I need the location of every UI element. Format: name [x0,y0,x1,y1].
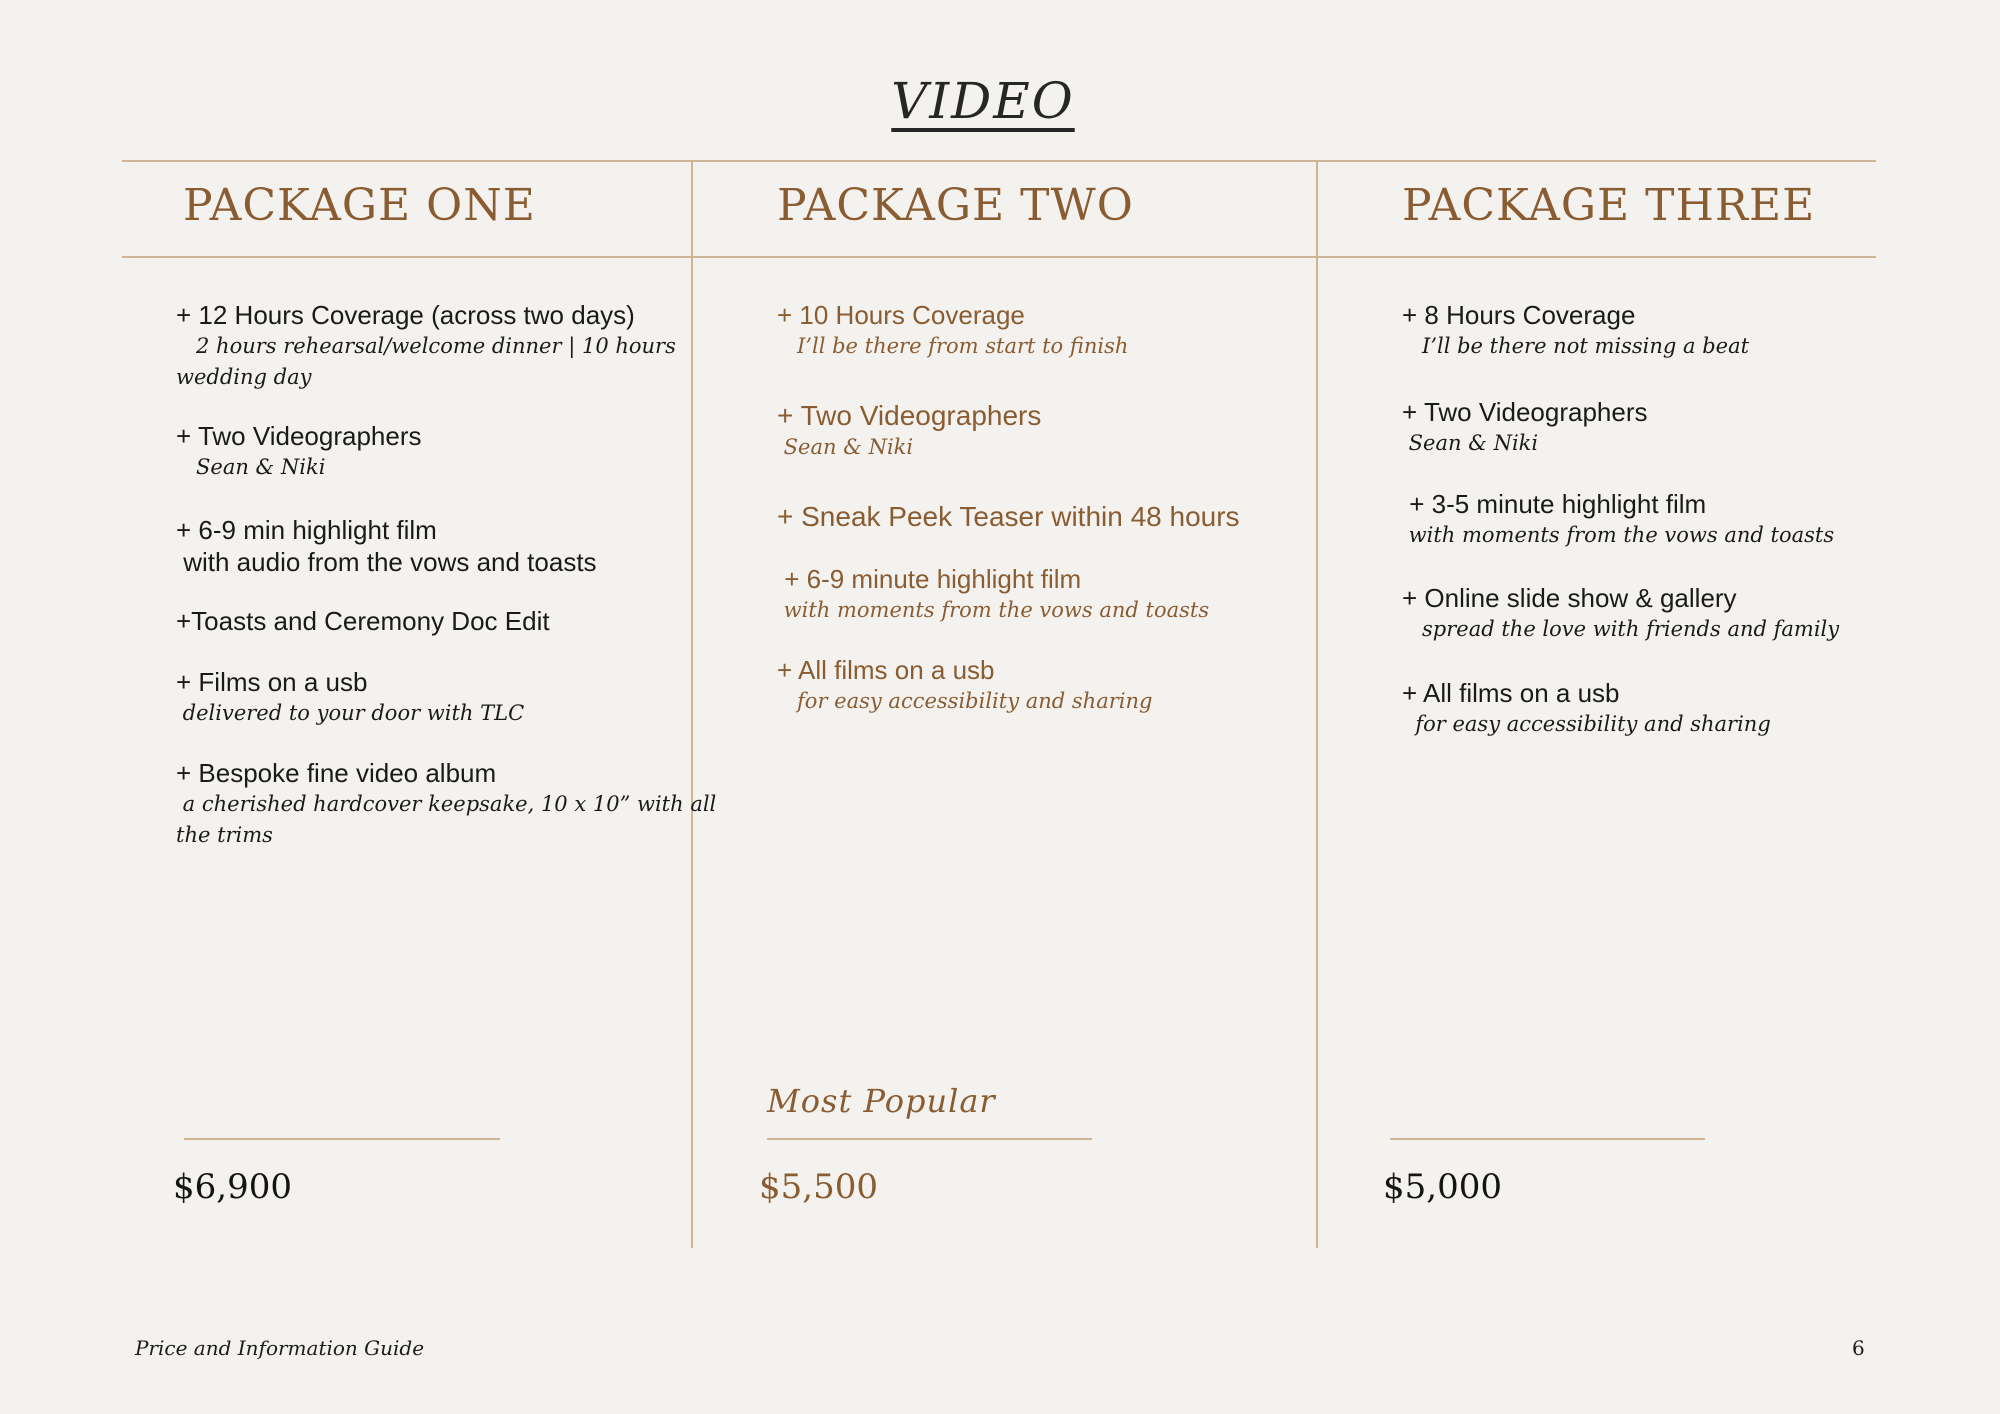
package-three-price: $5,000 [1383,1167,1502,1207]
feature-subtitle: Sean & Niki [176,455,326,479]
feature-title: + Two Videographers [777,400,1042,431]
price-divider-one [184,1138,500,1140]
price-divider-three [1390,1138,1705,1140]
feature-subtitle: Sean & Niki [777,435,914,459]
feature-subtitle: a cherished hardcover keepsake, 10 x 10” with all [176,792,717,816]
feature-title: + All films on a usb [777,655,995,685]
package-one-heading: PACKAGE ONE [183,180,536,231]
package-one-price: $6,900 [173,1167,292,1207]
feature-item [1402,488,1834,551]
feature-item [1402,299,1749,362]
feature-subtitle: with moments from the vows and toasts [777,598,1210,622]
feature-title: + 8 Hours Coverage [1402,300,1636,330]
footer-guide-title: Price and Information Guide [135,1336,425,1360]
feature-title: + Films on a usb [176,667,368,697]
feature-title: + Bespoke fine video album [176,758,497,788]
feature-item [176,420,422,483]
feature-subtitle: 2 hours rehearsal/welcome dinner | 10 hours [176,334,676,358]
feature-title: + 3-5 minute highlight film [1402,489,1707,519]
feature-item [777,654,1152,717]
feature-title: + 6-9 min highlight film [176,515,437,545]
feature-item [1402,582,1839,645]
feature-subtitle: for easy accessibility and sharing [1402,712,1771,736]
feature-title: + 6-9 minute highlight film [777,564,1082,594]
feature-title: +Toasts and Ceremony Doc Edit [176,606,550,636]
feature-subtitle: delivered to your door with TLC [176,701,525,725]
feature-subtitle: the trims [176,823,273,847]
feature-item [176,666,524,729]
feature-subtitle: I’ll be there not missing a beat [1402,334,1750,358]
feature-title: + Sneak Peek Teaser within 48 hours [777,501,1240,532]
feature-item [176,514,597,578]
feature-title: + Online slide show & gallery [1402,583,1737,613]
feature-item [1402,396,1648,459]
column-divider-1 [691,161,693,1248]
package-three-heading: PACKAGE THREE [1402,180,1816,231]
feature-title: + All films on a usb [1402,678,1620,708]
package-two-heading: PACKAGE TWO [777,180,1134,231]
feature-item [1402,677,1771,740]
page-title: VIDEO [891,72,1075,130]
feature-subtitle: with moments from the vows and toasts [1402,523,1835,547]
feature-item [777,299,1128,362]
feature-subtitle: wedding day [176,365,312,389]
feature-item [777,563,1209,626]
feature-subtitle: for easy accessibility and sharing [777,689,1153,713]
column-divider-2 [1316,161,1318,1248]
feature-subtitle: I’ll be there from start to finish [777,334,1129,358]
feature-subtitle: Sean & Niki [1402,431,1539,455]
feature-title: + Two Videographers [176,421,422,451]
price-divider-two [767,1138,1092,1140]
page-number: 6 [1852,1336,1865,1360]
feature-subtitle: spread the love with friends and family [1402,617,1840,641]
package-two-price: $5,500 [759,1167,878,1207]
feature-title-continued: with audio from the vows and toasts [176,547,597,577]
feature-item [176,605,550,637]
feature-item [176,299,676,393]
header-top-divider [122,160,1876,162]
most-popular-badge: Most Popular [767,1082,996,1120]
header-bottom-divider [122,256,1876,258]
feature-title: + 10 Hours Coverage [777,300,1025,330]
feature-title: + Two Videographers [1402,397,1648,427]
feature-item [777,501,1240,533]
feature-item [176,757,716,851]
feature-title: + 12 Hours Coverage (across two days) [176,300,635,330]
feature-item [777,400,1041,463]
